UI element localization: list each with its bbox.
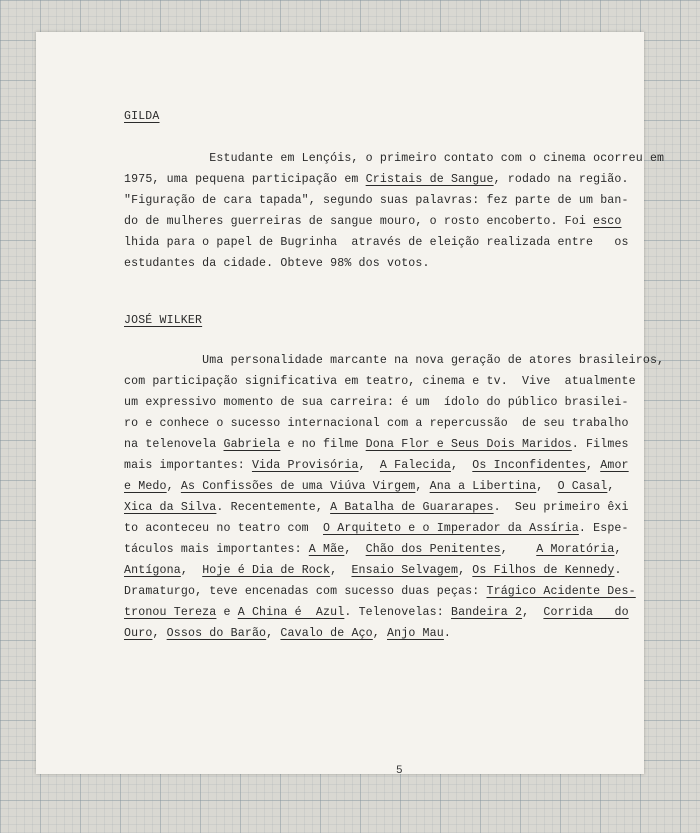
text-line — [124, 371, 644, 392]
section-title-gilda: GILDA — [124, 110, 160, 123]
text-run: "Figuração de cara tapada", segundo suas palavras: fez parte de um ban- — [124, 194, 629, 207]
text-line — [124, 169, 644, 190]
text-run: na telenovela — [124, 438, 224, 451]
text-run: Dramaturgo, teve encenadas com sucesso duas peças: — [124, 585, 487, 598]
text-run: e no filme — [280, 438, 366, 451]
underlined-title: A Falecida — [379, 459, 451, 472]
text-run: , — [500, 543, 537, 556]
text-line — [124, 413, 644, 434]
text-run: lhida para o papel de Bugrinha através de eleição realizada entre os — [124, 236, 629, 249]
underlined-title: A China é Azul — [237, 606, 345, 619]
text-line — [124, 148, 665, 169]
text-line — [124, 518, 644, 539]
text-line — [124, 434, 644, 455]
underlined-title: Chão dos Penitentes — [365, 543, 501, 556]
text-line — [124, 497, 644, 518]
text-run: , — [607, 480, 615, 493]
section-title-jose-wilker: JOSÉ WILKER — [124, 314, 203, 327]
underlined-title: Vida Provisória — [251, 459, 359, 472]
page-number: 5 — [396, 765, 403, 777]
underlined-title: Gabriela — [223, 438, 281, 451]
text-run: , rodado na região. — [493, 173, 629, 186]
underlined-title: Ana a Libertina — [429, 480, 537, 493]
text-run: , — [330, 564, 352, 577]
underlined-title: esco — [593, 215, 622, 228]
text-run: , — [614, 543, 622, 556]
text-run: , — [415, 480, 430, 493]
text-run: . — [614, 564, 622, 577]
text-run: ro e conhece o sucesso internacional com a repercussão de seu trabalho — [124, 417, 629, 430]
text-line — [124, 539, 644, 560]
text-run: , — [152, 627, 167, 640]
text-run: , — [358, 459, 380, 472]
paragraph-gilda — [124, 148, 665, 274]
text-run: , — [166, 480, 181, 493]
text-run: . Filmes — [571, 438, 629, 451]
text-run: mais importantes: — [124, 459, 252, 472]
underlined-title: A Batalha de Guararapes — [330, 501, 494, 514]
text-line — [124, 476, 644, 497]
text-line — [124, 253, 644, 274]
text-line — [124, 190, 644, 211]
text-line — [124, 581, 644, 602]
underlined-title: A Mãe — [308, 543, 345, 556]
underlined-title: O Arquiteto e o Imperador da Assíria — [323, 522, 579, 535]
text-run: , — [266, 627, 281, 640]
underlined-title: Cavalo de Aço — [280, 627, 373, 640]
underlined-title: tronou Tereza — [124, 606, 217, 619]
paragraph-jose-wilker — [124, 350, 665, 644]
underlined-title: Trágico Acidente Des- — [486, 585, 636, 598]
underlined-title: Dona Flor e Seus Dois Maridos — [365, 438, 572, 451]
text-line — [124, 211, 644, 232]
text-run: um expressivo momento de sua carreira: é um ídolo do público brasilei- — [124, 396, 629, 409]
text-run: . Seu primeiro êxi — [493, 501, 629, 514]
text-run: . Recentemente, — [216, 501, 331, 514]
text-line — [124, 602, 644, 623]
text-run: estudantes da cidade. Obteve 98% dos votos. — [124, 257, 430, 270]
underlined-title: Ensaio Selvagem — [351, 564, 459, 577]
underlined-title: Cristais de Sangue — [365, 173, 494, 186]
text-line — [124, 392, 644, 413]
text-run: , — [180, 564, 203, 577]
text-run: , — [450, 459, 473, 472]
document-page — [36, 32, 665, 777]
text-run: do de mulheres guerreiras de sangue mouro, o rosto encoberto. Foi — [124, 215, 594, 228]
text-run: , — [458, 564, 473, 577]
underlined-title: Amor — [600, 459, 629, 472]
underlined-title: Hoje é Dia de Rock — [202, 564, 331, 577]
underlined-title: Os Filhos de Kennedy — [472, 564, 615, 577]
text-run: 1975, uma pequena participação em — [124, 173, 366, 186]
text-run: to aconteceu no teatro com — [124, 522, 324, 535]
underlined-title: e Medo — [124, 480, 167, 493]
underlined-title: Antígona — [124, 564, 181, 577]
underlined-title: As Confissões de uma Viúva Virgem — [180, 480, 416, 493]
text-run: , — [586, 459, 601, 472]
text-run: . Telenovelas: — [344, 606, 451, 619]
text-run: , — [344, 543, 366, 556]
text-run: , — [536, 480, 558, 493]
text-line — [124, 560, 644, 581]
text-run: , — [372, 627, 388, 640]
text-line — [124, 623, 644, 644]
text-run: Uma personalidade marcante na nova geração de atores brasileiros, — [124, 354, 665, 367]
underlined-title: Bandeira 2 — [450, 606, 523, 619]
text-run: . — [443, 627, 451, 640]
underlined-title: Os Inconfidentes — [472, 459, 587, 472]
underlined-title: Corrida do — [543, 606, 629, 619]
text-line — [124, 350, 665, 371]
text-run: , — [522, 606, 544, 619]
text-run: . Espe- — [578, 522, 629, 535]
text-line — [124, 455, 644, 476]
underlined-title: Ouro — [124, 627, 153, 640]
underlined-title: Ossos do Barão — [166, 627, 267, 640]
text-run: Estudante em Lençóis, o primeiro contato com o cinema ocorreu em — [124, 152, 665, 165]
underlined-title: Anjo Mau — [387, 627, 444, 640]
text-line — [124, 232, 644, 253]
underlined-title: Xica da Silva — [124, 501, 217, 514]
text-run: táculos mais importantes: — [124, 543, 309, 556]
underlined-title: A Moratória — [536, 543, 615, 556]
text-run: e — [216, 606, 238, 619]
text-run: com participação significativa em teatro, cinema e tv. Vive atualmente — [124, 375, 636, 388]
underlined-title: O Casal — [557, 480, 608, 493]
